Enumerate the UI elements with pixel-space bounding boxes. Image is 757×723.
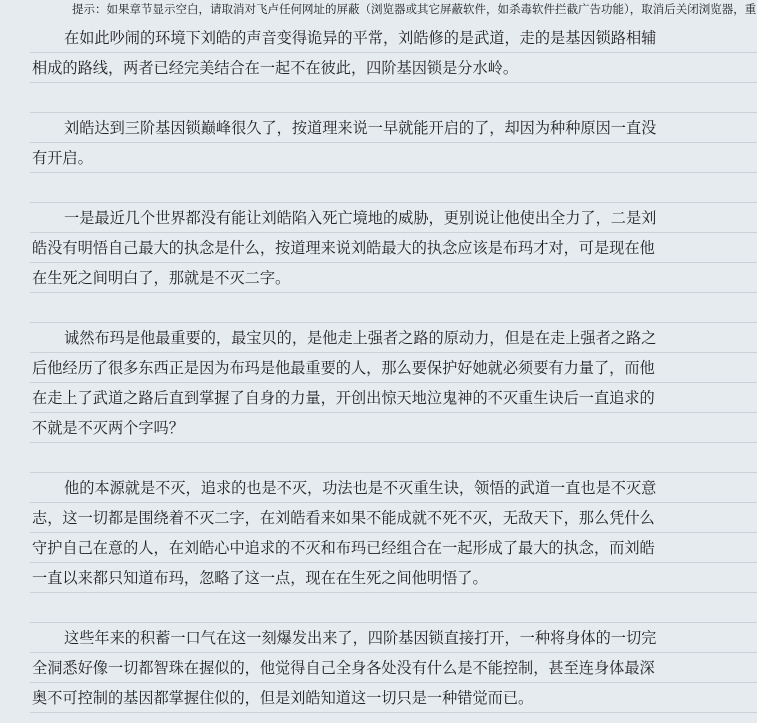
paragraph-gap: [30, 173, 757, 203]
text-line: 皓没有明悟自己最大的执念是什么，按道理来说刘皓最大的执念应该是布玛才对，可是现在他: [30, 233, 757, 263]
paragraph: [30, 23, 757, 83]
paragraph: [30, 623, 757, 713]
text-line: 诚然布玛是他最重要的，最宝贝的，是他走上强者之路的原动力，但是在走上强者之路之: [30, 323, 757, 353]
text-line: 有开启。: [30, 143, 757, 173]
blank-chapter-notice: 提示：如果章节显示空白，请取消对飞卢任何网址的屏蔽（浏览器或其它屏蔽软件，如杀毒软件拦截广告功能），取消后关闭浏览器，重: [72, 2, 757, 16]
paragraph-gap: [30, 593, 757, 623]
paragraph: [30, 203, 757, 293]
paragraph: [30, 323, 757, 443]
text-line: 一是最近几个世界都没有能让刘皓陷入死亡境地的威胁，更别说让他使出全力了，二是刘: [30, 203, 757, 233]
paragraph-gap: [30, 293, 757, 323]
text-line: 在如此吵闹的环境下刘皓的声音变得诡异的平常，刘皓修的是武道，走的是基因锁路相辅: [30, 23, 757, 53]
text-line: 奥不可控制的基因都掌握住似的，但是刘皓知道这一切只是一种错觉而已。: [30, 683, 757, 713]
text-line: 后他经历了很多东西正是因为布玛是他最重要的人，那么要保护好她就必须要有力量了，而他: [30, 353, 757, 383]
text-line: 在走上了武道之路后直到掌握了自身的力量，开创出惊天地泣鬼神的不灭重生诀后一直追求的: [30, 383, 757, 413]
paragraph: [30, 113, 757, 173]
text-line: 刘皓达到三阶基因锁巅峰很久了，按道理来说一早就能开启的了，却因为种种原因一直没: [30, 113, 757, 143]
paragraph-gap: [30, 443, 757, 473]
text-line: 这些年来的积蓄一口气在这一刻爆发出来了，四阶基因锁直接打开，一种将身体的一切完: [30, 623, 757, 653]
text-line: 相成的路线，两者已经完美结合在一起不在彼此，四阶基因锁是分水岭。: [30, 53, 757, 83]
text-line: 他的本源就是不灭，追求的也是不灭，功法也是不灭重生诀，领悟的武道一直也是不灭意: [30, 473, 757, 503]
text-line: 不就是不灭两个字吗？: [30, 413, 757, 443]
text-line: 一直以来都只知道布玛，忽略了这一点，现在在生死之间他明悟了。: [30, 563, 757, 593]
chapter-content: [30, 23, 757, 713]
text-line: 志，这一切都是围绕着不灭二字，在刘皓看来如果不能成就不死不灭，无敌天下，那么凭什么: [30, 503, 757, 533]
text-line: 全洞悉好像一切都智珠在握似的，他觉得自己全身各处没有什么是不能控制，甚至连身体最深: [30, 653, 757, 683]
paragraph: [30, 473, 757, 593]
paragraph-gap: [30, 83, 757, 113]
text-line: 守护自己在意的人，在刘皓心中追求的不灭和布玛已经组合在一起形成了最大的执念，而刘皓: [30, 533, 757, 563]
text-line: 在生死之间明白了，那就是不灭二字。: [30, 263, 757, 293]
